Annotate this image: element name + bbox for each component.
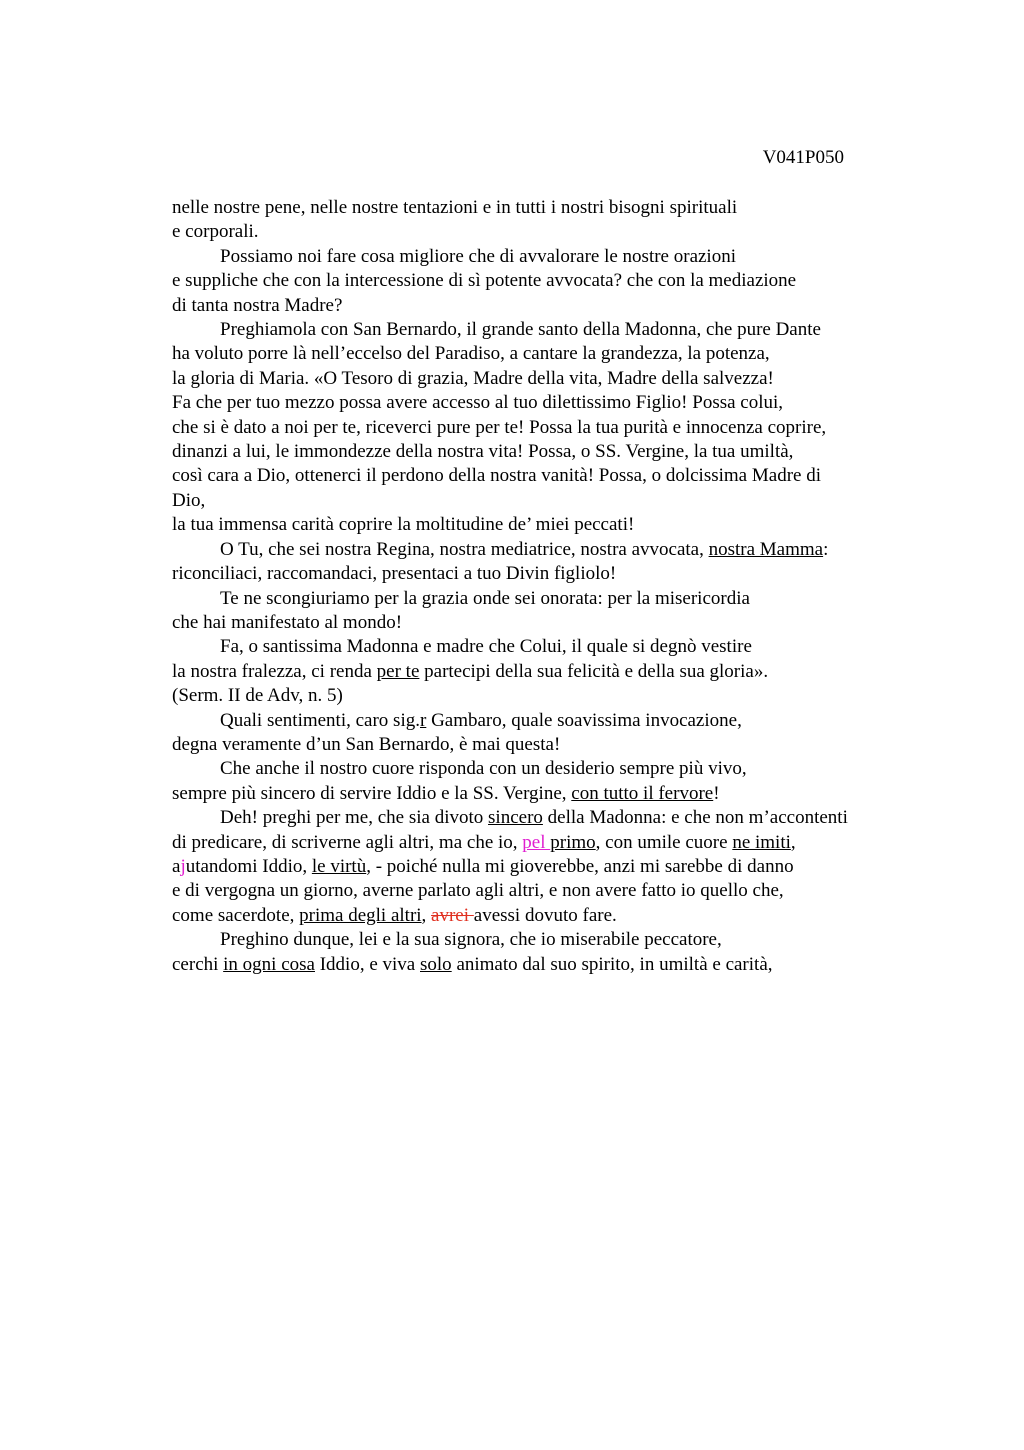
text-line	[172, 684, 912, 708]
text-line	[172, 757, 912, 781]
text-run: nelle nostre pene, nelle nostre tentazioni e in tutti i nostri bisogni spirituali	[172, 197, 738, 218]
underlined-run: ne imiti	[732, 831, 791, 853]
text-line	[172, 513, 912, 537]
highlighted-run: pel	[522, 831, 551, 853]
text-run: Che anche il nostro cuore risponda con un desiderio sempre più vivo,	[220, 758, 747, 780]
text-run: , - poiché nulla mi gioverebbe, anzi mi sarebbe di danno	[366, 855, 794, 877]
text-line	[172, 611, 912, 635]
text-line	[172, 587, 912, 611]
highlighted-run: j	[180, 855, 186, 877]
text-line	[172, 440, 912, 464]
text-run: avessi dovuto fare.	[473, 904, 617, 926]
text-line	[172, 391, 912, 415]
text-run: partecipi della sua felicità e della sua gloria».	[419, 660, 769, 682]
text-line	[172, 709, 912, 733]
underlined-run: solo	[420, 953, 452, 975]
underlined-run: r	[419, 709, 427, 731]
text-run: Dio,	[172, 489, 206, 511]
underlined-run: per te	[376, 660, 420, 682]
text-line	[172, 220, 912, 244]
text-run: della Madonna: e che non m’accontenti	[542, 807, 848, 829]
text-line	[172, 904, 912, 928]
text-run: Fa, o santissima Madonna e madre che Colui, il quale si degnò vestire	[220, 636, 752, 658]
text-run: Deh! preghi per me, che sia divoto	[220, 807, 489, 829]
text-run: dinanzi a lui, le immondezze della nostra vita! Possa, o SS. Vergine, la tua umiltà,	[172, 441, 794, 463]
text-run: che si è dato a noi per te, riceverci pure per te! Possa la tua purità e innocenza coprire,	[172, 416, 827, 438]
text-line	[172, 782, 912, 806]
text-line	[172, 879, 912, 903]
text-run: cerchi	[172, 953, 224, 975]
text-run: Preghiamola con San Bernardo, il grande santo della Madonna, che pure Dante	[220, 319, 821, 341]
text-line	[172, 245, 912, 269]
underlined-run: in ogni cosa	[223, 953, 315, 975]
text-run: così cara a Dio, ottenerci il perdono della nostra vanità! Possa, o dolcissima Madre di	[172, 465, 821, 487]
text-run: la nostra fralezza, ci renda	[172, 660, 377, 682]
text-run: !	[713, 782, 720, 804]
text-run: sempre più sincero di servire Iddio e la SS. Vergine,	[172, 782, 572, 804]
text-run: ,	[790, 831, 796, 853]
underlined-run: le virtù	[311, 855, 367, 877]
text-line	[172, 416, 912, 440]
text-run: Preghino dunque, lei e la sua signora, che io miserabile peccatore,	[220, 929, 722, 951]
text-run: Te ne scongiuriamo per la grazia onde sei onorata: per la misericordia	[220, 587, 750, 609]
text-run: e suppliche che con la intercessione di sì potente avvocata? che con la mediazione	[172, 270, 797, 292]
text-line	[172, 855, 912, 879]
text-line	[172, 660, 912, 684]
text-run: ha voluto porre là nell’eccelso del Paradiso, a cantare la grandezza, la potenza,	[172, 343, 770, 365]
text-run: di predicare, di scriverne agli altri, ma che io,	[172, 831, 523, 853]
text-line	[172, 367, 912, 391]
text-line	[172, 269, 912, 293]
text-run: la gloria di Maria. «O Tesoro di grazia, Madre della vita, Madre della salvezza!	[172, 367, 774, 389]
text-run: a	[172, 855, 181, 877]
text-run: la tua immensa carità coprire la moltitudine de’ miei peccati!	[172, 514, 635, 536]
text-run: Iddio, e viva	[314, 953, 420, 975]
text-run: animato dal suo spirito, in umiltà e carità,	[451, 953, 773, 975]
text-run: riconciliaci, raccomandaci, presentaci a tuo Divin figliolo!	[172, 563, 617, 585]
text-line	[172, 464, 912, 488]
text-run: di tanta nostra Madre?	[172, 294, 343, 316]
underlined-run: sincero	[488, 807, 543, 829]
text-line	[172, 342, 912, 366]
underlined-run: prima degli altri	[299, 904, 422, 926]
text-run: Gambaro, quale soavissima invocazione,	[426, 709, 742, 731]
text-run: ,	[421, 904, 432, 926]
text-line	[172, 294, 912, 318]
text-line	[172, 562, 912, 586]
text-run: (Serm. II de Adv, n. 5)	[172, 685, 343, 707]
strikethrough-run: avrei	[431, 904, 474, 926]
text-line	[172, 635, 912, 659]
text-run: O Tu, che sei nostra Regina, nostra mediatrice, nostra avvocata,	[220, 538, 709, 560]
text-run: utandomi Iddio,	[185, 855, 312, 877]
text-run: Quali sentimenti, caro sig.	[220, 709, 420, 731]
text-line	[172, 318, 912, 342]
page-id: V041P050	[762, 147, 844, 168]
text-line	[172, 806, 912, 830]
text-line	[172, 928, 912, 952]
text-line	[172, 538, 912, 562]
text-line	[172, 489, 912, 513]
text-run: degna veramente d’un San Bernardo, è mai questa!	[172, 733, 561, 755]
text-line	[172, 196, 912, 220]
underlined-run: primo	[550, 831, 596, 853]
text-run: come sacerdote,	[172, 904, 300, 926]
text-run: Possiamo noi fare cosa migliore che di avvalorare le nostre orazioni	[220, 245, 736, 267]
text-run: e di vergogna un giorno, averne parlato agli altri, e non avere fatto io quello che,	[172, 880, 784, 902]
text-run: e corporali.	[172, 221, 259, 243]
text-run: , con umile cuore	[595, 831, 733, 853]
text-run: che hai manifestato al mondo!	[172, 611, 403, 633]
text-line	[172, 953, 912, 977]
letter-body	[172, 196, 912, 977]
text-line	[172, 733, 912, 757]
text-line	[172, 831, 912, 855]
underlined-run: nostra Mamma	[708, 538, 824, 560]
text-run: Fa che per tuo mezzo possa avere accesso al tuo dilettissimo Figlio! Possa colui,	[172, 392, 784, 414]
text-run: :	[823, 538, 829, 560]
underlined-run: con tutto il fervore	[571, 782, 714, 804]
